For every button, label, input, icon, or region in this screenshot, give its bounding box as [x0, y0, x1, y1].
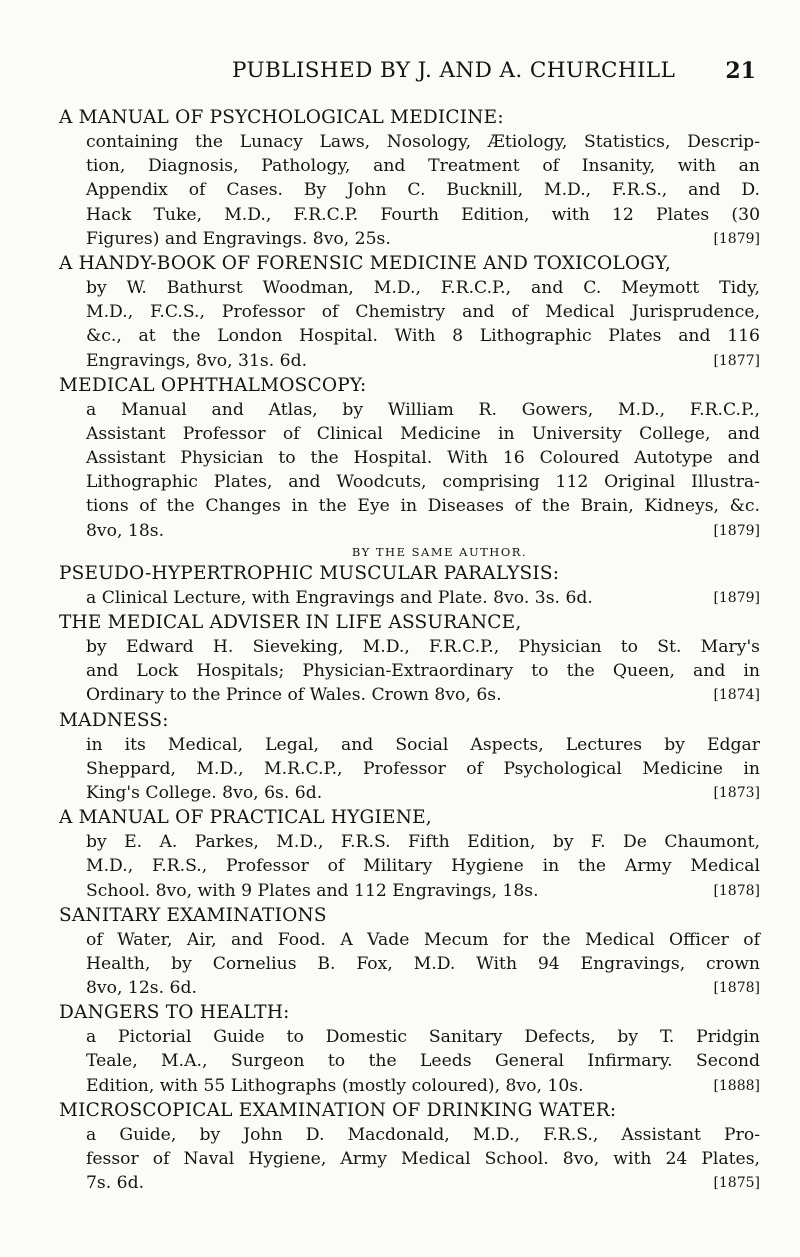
- description-line: Sheppard, M.D., M.R.C.P., Professor of Psychological Medicine in: [86, 758, 760, 779]
- book-entry: [59, 805, 760, 903]
- book-description: [86, 928, 760, 1001]
- description-line-last: [86, 349, 760, 373]
- book-description: [86, 398, 760, 543]
- book-entry: [59, 610, 760, 708]
- same-author-note: BY THE SAME AUTHOR.: [351, 544, 528, 559]
- description-line: a Guide, by John D. Macdonald, M.D., F.R.S., Assistant Pro-: [86, 1124, 760, 1145]
- description-line: containing the Lunacy Laws, Nosology, Ætiology, Statistics, Descrip-: [86, 132, 760, 152]
- description-line: tion, Diagnosis, Pathology, and Treatment of Insanity, with an: [86, 156, 760, 177]
- book-description: [86, 276, 760, 373]
- description-line: M.D., F.R.S., Professor of Military Hygiene in the Army Medical: [86, 856, 760, 877]
- book-description: [86, 586, 760, 610]
- description-line: 8vo, 12s. 6d.: [86, 978, 197, 999]
- description-line: &c., at the London Hospital. With 8 Lithographic Plates and 116: [86, 326, 760, 347]
- book-title: MICROSCOPICAL EXAMINATION OF DRINKING WATER:: [59, 1099, 617, 1121]
- publication-date: [1874]: [713, 687, 760, 704]
- publication-date: [1877]: [713, 352, 760, 369]
- description-line: Teale, M.A., Surgeon to the Leeds General Infirmary. Second: [86, 1051, 760, 1072]
- book-entry: [59, 373, 760, 561]
- book-title: A MANUAL OF PRACTICAL HYGIENE,: [59, 807, 432, 829]
- book-entry: [59, 903, 760, 1001]
- publication-date: [1888]: [713, 1077, 760, 1094]
- description-line-last: [86, 519, 760, 543]
- description-line: King's College. 8vo, 6s. 6d.: [86, 782, 323, 803]
- publication-date: [1873]: [713, 784, 760, 801]
- book-entry: [59, 561, 760, 610]
- description-line: 7s. 6d.: [86, 1173, 145, 1194]
- description-line-last: [86, 227, 760, 251]
- description-line-last: [86, 976, 760, 1000]
- description-line: Appendix of Cases. By John C. Bucknill, M.D., F.R.S., and D.: [86, 180, 760, 201]
- description-line-last: [86, 683, 760, 707]
- book-entry: [59, 1000, 760, 1098]
- description-line: M.D., F.C.S., Professor of Chemistry and of Medical Jurisprudence,: [86, 302, 760, 323]
- description-line: a Manual and Atlas, by William R. Gowers, M.D., F.R.C.P.,: [86, 399, 760, 420]
- publication-date: [1875]: [713, 1175, 760, 1192]
- description-line-last: [86, 1171, 760, 1195]
- description-line-last: [86, 1074, 760, 1098]
- book-entry: [59, 1098, 760, 1196]
- description-line: fessor of Naval Hygiene, Army Medical School. 8vo, with 24 Plates,: [86, 1149, 760, 1169]
- description-line: Hack Tuke, M.D., F.R.C.P. Fourth Edition, with 12 Plates (30: [86, 204, 760, 225]
- description-line: Ordinary to the Prince of Wales. Crown 8vo, 6s.: [86, 685, 502, 706]
- description-line-last: [86, 586, 760, 610]
- description-line: Lithographic Plates, and Woodcuts, comprising 112 Original Illustra-: [86, 472, 760, 493]
- advertisement-list: [59, 105, 760, 1195]
- book-title: MEDICAL OPHTHALMOSCOPY:: [59, 374, 367, 396]
- description-line: a Clinical Lecture, with Engravings and Plate. 8vo. 3s. 6d.: [86, 587, 593, 608]
- description-line: Edition, with 55 Lithographs (mostly coloured), 8vo, 10s.: [86, 1075, 584, 1096]
- book-description: [86, 635, 760, 708]
- page-number: 21: [725, 58, 756, 84]
- book-description: [86, 1025, 760, 1098]
- book-title: PSEUDO-HYPERTROPHIC MUSCULAR PARALYSIS:: [59, 562, 560, 584]
- publication-date: [1879]: [713, 230, 760, 247]
- description-line: tions of the Changes in the Eye in Diseases of the Brain, Kidneys, &c.: [86, 496, 760, 517]
- description-line: and Lock Hospitals; Physician-Extraordinary to the Queen, and in: [86, 661, 760, 682]
- running-head: [0, 58, 800, 88]
- publication-date: [1878]: [713, 882, 760, 899]
- book-entry: [59, 105, 760, 251]
- description-line: by Edward H. Sieveking, M.D., F.R.C.P., Physician to St. Mary's: [86, 637, 760, 657]
- book-description: [86, 1123, 760, 1196]
- book-title: SANITARY EXAMINATIONS: [59, 904, 327, 926]
- description-line: Figures) and Engravings. 8vo, 25s.: [86, 228, 391, 249]
- book-title: DANGERS TO HEALTH:: [59, 1002, 290, 1024]
- description-line: 8vo, 18s.: [86, 520, 165, 541]
- description-line: in its Medical, Legal, and Social Aspects, Lectures by Edgar: [86, 734, 760, 755]
- running-head-title: PUBLISHED BY J. AND A. CHURCHILL: [232, 58, 676, 83]
- book-title: A HANDY-BOOK OF FORENSIC MEDICINE AND TOXICOLOGY,: [59, 252, 671, 274]
- book-entry: [59, 251, 760, 373]
- description-line: a Pictorial Guide to Domestic Sanitary Defects, by T. Pridgin: [86, 1027, 760, 1048]
- description-line: by W. Bathurst Woodman, M.D., F.R.C.P., and C. Meymott Tidy,: [86, 277, 760, 298]
- description-line-last: [86, 781, 760, 805]
- description-line: Assistant Professor of Clinical Medicine in University College, and: [86, 423, 760, 444]
- book-title: THE MEDICAL ADVISER IN LIFE ASSURANCE,: [59, 612, 522, 633]
- book-description: [86, 830, 760, 903]
- description-line-last: [86, 879, 760, 903]
- book-title: A MANUAL OF PSYCHOLOGICAL MEDICINE:: [59, 107, 504, 128]
- publication-date: [1879]: [713, 589, 760, 606]
- book-description: [86, 733, 760, 806]
- publication-date: [1878]: [713, 980, 760, 997]
- description-line: of Water, Air, and Food. A Vade Mecum for the Medical Officer of: [86, 929, 760, 950]
- description-line: Engravings, 8vo, 31s. 6d.: [86, 350, 308, 371]
- description-line: School. 8vo, with 9 Plates and 112 Engravings, 18s.: [86, 880, 539, 901]
- book-entry: [59, 708, 760, 806]
- description-line: Assistant Physician to the Hospital. With 16 Coloured Autotype and: [86, 448, 760, 469]
- description-line: by E. A. Parkes, M.D., F.R.S. Fifth Edition, by F. De Chaumont,: [86, 832, 760, 853]
- publication-date: [1879]: [713, 522, 760, 539]
- book-description: [86, 130, 760, 251]
- book-title: MADNESS:: [59, 709, 169, 731]
- description-line: Health, by Cornelius B. Fox, M.D. With 94 Engravings, crown: [86, 953, 760, 974]
